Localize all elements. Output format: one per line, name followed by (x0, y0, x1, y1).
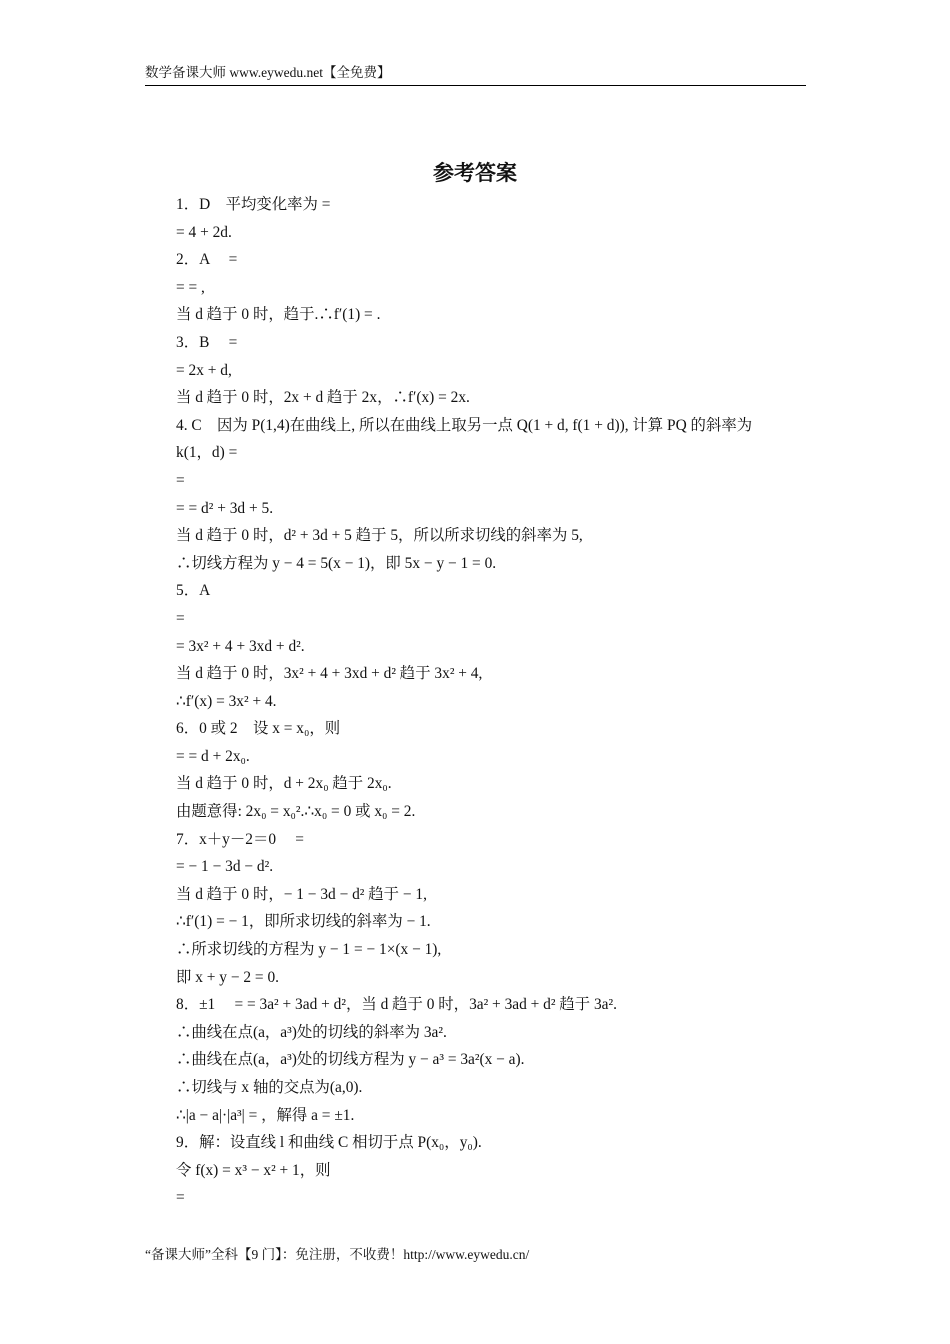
page-footer: “备课大师”全科【9 门】：免注册，不收费！http://www.eywedu.cn/ (145, 1247, 530, 1262)
answer-line: = (176, 609, 185, 627)
answer-line: 5．A (176, 582, 211, 600)
answer-line: = (176, 1189, 185, 1207)
answer-line: 8．±1 = = 3a² + 3ad + d²，当 d 趋于 0 时，3a² + 3ad + d² 趋于 3a². (176, 996, 617, 1014)
answer-line: k(1，d) = (176, 444, 238, 462)
answer-line: 即 x + y − 2 = 0. (176, 968, 279, 986)
answer-line: = (176, 471, 185, 489)
answer-line: 当 d 趋于 0 时，趋于.∴f′(1) = . (176, 306, 381, 324)
answer-line: ∴所求切线的方程为 y − 1 = − 1×(x − 1), (176, 941, 442, 959)
answer-line: 3．B = (176, 333, 238, 351)
answer-line: 当 d 趋于 0 时，d + 2x₀ 趋于 2x₀. (176, 775, 392, 793)
answer-line: ∴切线与 x 轴的交点为(a,0). (176, 1079, 363, 1096)
answer-line: = 4 + 2d. (176, 223, 232, 241)
answer-line: 2．A = (176, 251, 238, 269)
answer-line: ∴f′(1) = − 1，即所求切线的斜率为 − 1. (176, 913, 431, 931)
answer-line: 4. C 因为 P(1,4)在曲线上, 所以在曲线上取另一点 Q(1 + d, f(1 + d)), 计算 PQ 的斜率为 (176, 416, 753, 434)
answer-line: 当 d 趋于 0 时，d² + 3d + 5 趋于 5，所以所求切线的斜率为 5, (176, 527, 583, 545)
answer-line: 当 d 趋于 0 时，− 1 − 3d − d² 趋于 − 1, (176, 885, 427, 903)
answer-line: = 3x² + 4 + 3xd + d². (176, 637, 305, 655)
answer-line: ∴|a − a|·|a³| = ，解得 a = ±1. (176, 1106, 355, 1124)
answer-line: 当 d 趋于 0 时，2x + d 趋于 2x，∴f′(x) = 2x. (176, 389, 470, 407)
answer-line: 6．0 或 2 设 x = x₀，则 (176, 720, 341, 738)
answer-line: 当 d 趋于 0 时，3x² + 4 + 3xd + d² 趋于 3x² + 4, (176, 665, 483, 683)
answer-line: ∴曲线在点(a，a³)处的切线的斜率为 3a². (176, 1023, 447, 1041)
answer-line: 1．D 平均变化率为 = (176, 196, 331, 213)
page-title: 参考答案 (433, 161, 517, 185)
answer-line: = = d² + 3d + 5. (176, 499, 274, 517)
answer-line: 由题意得: 2x₀ = x₀².∴x₀ = 0 或 x₀ = 2. (176, 803, 416, 821)
answer-line: ∴f′(x) = 3x² + 4. (176, 692, 277, 710)
answer-line: ∴曲线在点(a，a³)处的切线方程为 y − a³ = 3a²(x − a). (176, 1051, 525, 1069)
answer-line: ∴切线方程为 y − 4 = 5(x − 1)，即 5x − y − 1 = 0. (176, 554, 497, 572)
answer-content (176, 191, 808, 1212)
answer-line: = − 1 − 3d − d². (176, 858, 274, 876)
header-divider (145, 85, 806, 86)
page-header: 数学备课大师 www.eywedu.net【全免费】 (145, 65, 391, 80)
answer-line: 7．x＋y－2＝0 = (176, 830, 304, 848)
answer-line: = = d + 2x₀. (176, 747, 250, 765)
answer-line: = 2x + d, (176, 361, 232, 379)
answer-line: 令 f(x) = x³ − x² + 1，则 (176, 1161, 331, 1179)
answer-line: 9．解：设直线 l 和曲线 C 相切于点 P(x₀，y₀). (176, 1134, 482, 1152)
answer-line: = = , (176, 278, 205, 296)
